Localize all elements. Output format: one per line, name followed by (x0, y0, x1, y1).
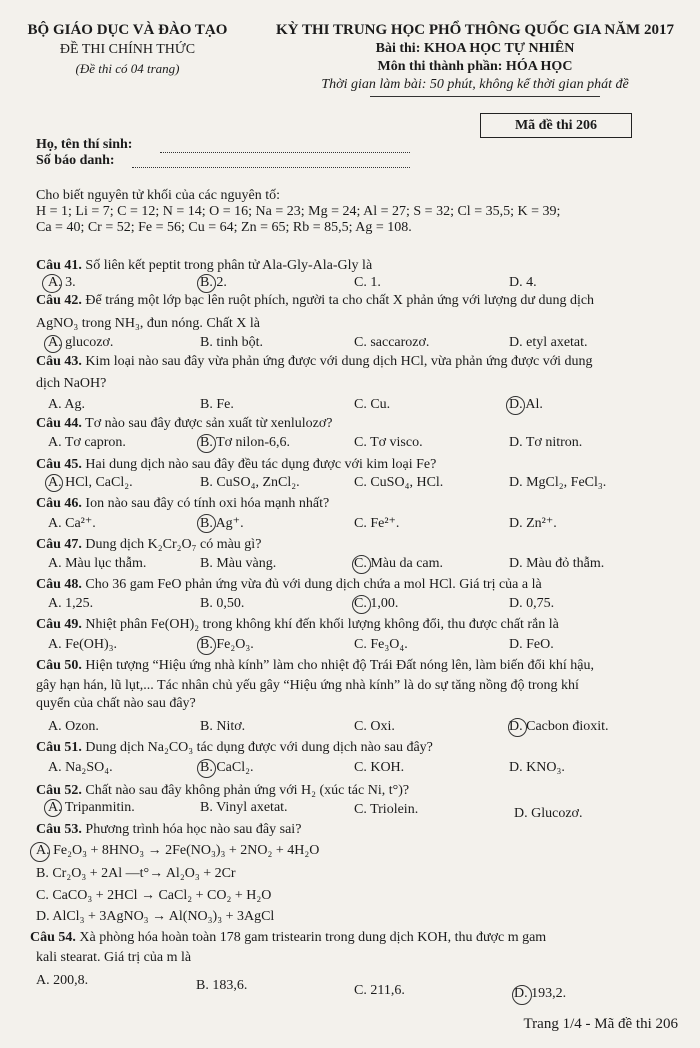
question-54-cont: kali stearat. Giá trị của m là (36, 950, 192, 965)
question-47: Câu 47. Dung dịch K₂Cr₂O₇ có màu gì? (36, 537, 262, 552)
q53-option-d: D. AlCl₃ + 3AgNO₃ → Al(NO₃)₃ + 3AgCl (36, 909, 275, 924)
answer-mark (506, 396, 525, 415)
q45-option-d: D. MgCl₂, FeCl₃. (509, 475, 607, 490)
question-50: Câu 50. Hiện tượng “Hiệu ứng nhà kính” làm cho nhiệt độ Trái Đất nóng lên, làm biến đổi khí hậu, (36, 658, 595, 673)
answer-mark (197, 434, 216, 453)
q49-option-c: C. Fe₃O₄. (354, 637, 408, 652)
question-43: Câu 43. Kim loại nào sau đây vừa phản ứng được với dung dịch HCl, vừa phản ứng được với dung (36, 354, 593, 369)
answer-mark (44, 799, 62, 817)
question-44: Câu 44. Tơ nào sau đây được sản xuất từ xenlulozơ? (36, 416, 333, 431)
q43-option-b: B. Fe. (200, 397, 234, 412)
q44-option-a: A. Tơ capron. (48, 435, 126, 450)
q50-option-d: D. Cacbon đioxit. (509, 719, 609, 734)
q43-option-d: D. Al. (509, 397, 543, 412)
question-48: Câu 48. Cho 36 gam FeO phản ứng vừa đủ với dung dịch chứa a mol HCl. Giá trị của a là (36, 577, 542, 592)
q49-option-d: D. FeO. (509, 637, 554, 652)
q44-option-d: D. Tơ nitron. (509, 435, 583, 450)
q52-option-a: A. Tripanmitin. (48, 800, 135, 815)
q51-option-c: C. KOH. (354, 760, 405, 775)
answer-mark (197, 514, 216, 533)
q46-option-b: B. Ag⁺. (200, 516, 244, 531)
page-footer: Trang 1/4 - Mã đề thi 206 (523, 1016, 678, 1032)
q49-option-a: A. Fe(OH)₃. (48, 637, 118, 652)
q42-option-a: A. glucozơ. (48, 335, 114, 350)
q42-option-d: D. etyl axetat. (509, 335, 588, 350)
question-42: Câu 42. Để tráng một lớp bạc lên ruột phích, người ta cho chất X phản ứng với lượng dư dung dịch (36, 293, 595, 308)
q48-option-c: C. 1,00. (354, 596, 399, 611)
q46-option-c: C. Fe²⁺. (354, 516, 400, 531)
q45-option-b: B. CuSO₄, ZnCl₂. (200, 475, 300, 490)
answer-mark (508, 718, 527, 737)
id-blank (132, 167, 410, 168)
q46-option-a: A. Ca²⁺. (48, 516, 96, 531)
q41-option-b: B. 2. (200, 275, 227, 290)
pages-note: (Đề thi có 04 trang) (75, 61, 180, 76)
q51-option-d: D. KNO₃. (509, 760, 565, 775)
name-label: Họ, tên thí sinh: (36, 137, 133, 152)
question-43-cont: dịch NaOH? (36, 376, 107, 391)
q46-option-d: D. Zn²⁺. (509, 516, 557, 531)
question-52: Câu 52. Chất nào sau đây không phản ứng với H₂ (xúc tác Ni, t°)? (36, 783, 410, 798)
q49-option-b: B. Fe₂O₃. (200, 637, 254, 652)
answer-mark (45, 474, 63, 492)
exam-code-box: Mã đề thi 206 (480, 113, 632, 138)
answer-mark (44, 335, 62, 353)
q52-option-b: B. Vinyl axetat. (200, 800, 288, 815)
q43-option-a: A. Ag. (48, 397, 85, 412)
header-divider (370, 96, 600, 97)
answer-mark (197, 759, 216, 778)
q54-option-d: D. 193,2. (514, 986, 567, 1001)
atomic-mass-intro: Cho biết nguyên tử khối của các nguyên tố: (36, 188, 280, 203)
q42-option-c: C. saccarozơ. (354, 335, 430, 350)
q54-option-a: A. 200,8. (36, 973, 89, 988)
component-subject: Môn thi thành phần: HÓA HỌC (377, 59, 573, 74)
q43-option-c: C. Cu. (354, 397, 391, 412)
answer-mark (30, 842, 50, 862)
q41-option-d: D. 4. (509, 275, 537, 290)
question-53: Câu 53. Phương trình hóa học nào sau đây sai? (36, 822, 302, 837)
q44-option-c: C. Tơ visco. (354, 435, 423, 450)
question-46: Câu 46. Ion nào sau đây có tính oxi hóa mạnh nhất? (36, 496, 330, 511)
q41-option-c: C. 1. (354, 275, 381, 290)
q48-option-a: A. 1,25. (48, 596, 94, 611)
q50-option-a: A. Ozon. (48, 719, 99, 734)
atomic-mass-line-1: H = 1; Li = 7; C = 12; N = 14; O = 16; Na = 23; Mg = 24; Al = 27; S = 32; Cl = 35,5; K = 39; (36, 204, 561, 219)
q47-option-d: D. Màu đỏ thẫm. (509, 556, 605, 571)
q41-option-a: A. 3. (48, 275, 76, 290)
id-label: Số báo danh: (36, 153, 115, 168)
answer-mark (197, 274, 216, 293)
name-blank (160, 152, 410, 153)
q47-option-a: A. Màu lục thẫm. (48, 556, 147, 571)
q51-option-b: B. CaCl₂. (200, 760, 254, 775)
ministry-name: BỘ GIÁO DỤC VÀ ĐÀO TẠO (27, 22, 228, 38)
subject-test: Bài thi: KHOA HỌC TỰ NHIÊN (375, 41, 575, 56)
official-label: ĐỀ THI CHÍNH THỨC (59, 42, 196, 57)
q50-option-c: C. Oxi. (354, 719, 395, 734)
q48-option-b: B. 0,50. (200, 596, 245, 611)
q45-option-a: A. HCl, CaCl₂. (48, 475, 133, 490)
atomic-mass-line-2: Ca = 40; Cr = 52; Fe = 56; Cu = 64; Zn = 65; Rb = 85,5; Ag = 108. (36, 220, 412, 235)
q45-option-c: C. CuSO₄, HCl. (354, 475, 444, 490)
question-41: Câu 41. Số liên kết peptit trong phân tử Ala-Gly-Ala-Gly là (36, 258, 373, 273)
answer-mark (197, 636, 216, 655)
q44-option-b: B. Tơ nilon-6,6. (200, 435, 290, 450)
q47-option-b: B. Màu vàng. (200, 556, 277, 571)
q52-option-c: C. Triolein. (354, 802, 419, 817)
q53-option-c: C. CaCO₃ + 2HCl → CaCl₂ + CO₂ + H₂O (36, 888, 272, 903)
question-45: Câu 45. Hai dung dịch nào sau đây đều tác dụng được với kim loại Fe? (36, 457, 437, 472)
question-54: Câu 54. Xà phòng hóa hoàn toàn 178 gam tristearin trong dung dịch KOH, thu được m gam (30, 930, 547, 945)
answer-mark (352, 595, 371, 614)
q54-option-b: B. 183,6. (196, 978, 248, 993)
q53-option-b: B. Cr₂O₃ + 2Al —t°→ Al₂O₃ + 2Cr (36, 866, 236, 881)
q51-option-a: A. Na₂SO₄. (48, 760, 113, 775)
q52-option-d: D. Glucozơ. (514, 806, 583, 821)
question-50-cont: gây hạn hán, lũ lụt,... Tác nhân chủ yếu gây “Hiệu ứng nhà kính” là do sự tăng nồng độ trong khí (36, 678, 579, 693)
q54-option-c: C. 211,6. (354, 983, 405, 998)
question-42-cont: AgNO₃ trong NH₃, đun nóng. Chất X là (36, 316, 261, 331)
q48-option-d: D. 0,75. (509, 596, 555, 611)
q50-option-b: B. Nitơ. (200, 719, 246, 734)
answer-mark (352, 555, 371, 574)
q53-option-a: A. Fe₂O₃ + 8HNO₃ → 2Fe(NO₃)₃ + 2NO₂ + 4H₂O (36, 843, 320, 858)
question-49: Câu 49. Nhiệt phân Fe(OH)₂ trong không khí đến khối lượng không đổi, thu được chất rắn là (36, 617, 559, 632)
question-51: Câu 51. Dung dịch Na₂CO₃ tác dụng được với dung dịch nào sau đây? (36, 740, 433, 755)
answer-mark (512, 985, 532, 1005)
time-note: Thời gian làm bài: 50 phút, không kể thời gian phát đề (321, 77, 629, 92)
q42-option-b: B. tinh bột. (200, 335, 264, 350)
answer-mark (42, 274, 62, 293)
question-50-cont-2: quyển của chất nào sau đây? (36, 696, 196, 711)
q47-option-c: C. Màu da cam. (354, 556, 444, 571)
exam-title: KỲ THI TRUNG HỌC PHỔ THÔNG QUỐC GIA NĂM 2017 (276, 22, 674, 38)
